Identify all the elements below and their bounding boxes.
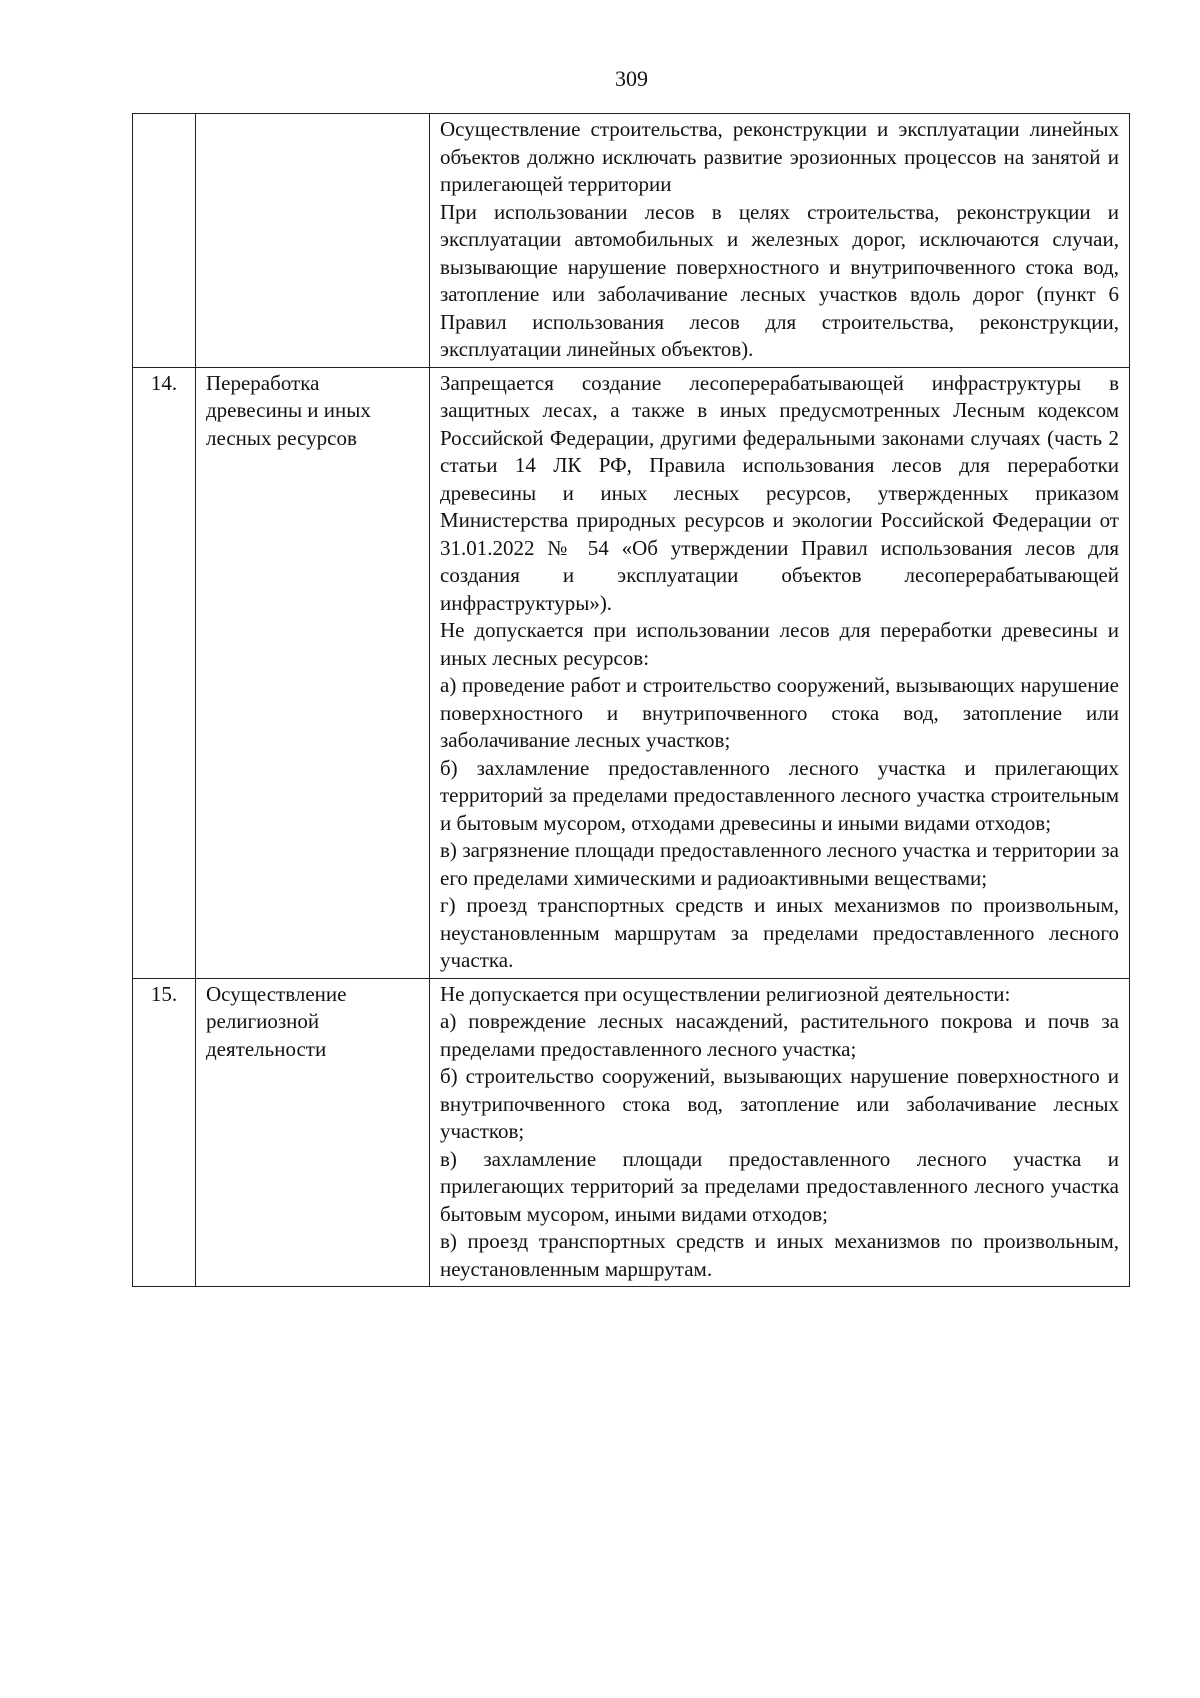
paragraph: При использовании лесов в целях строительства, реконструкции и эксплуатации автомобильных и железных дорог, исключаются случаи, вызывающие нарушение поверхностного и внутрипочвенного стока вод, затопление или заболачивание лесных участков вдоль дорог (пункт 6 Правил использования лесов для строительства, реконструкции, эксплуатации линейных объектов). [440,199,1119,361]
paragraph: а) проведение работ и строительство сооружений, вызывающих нарушение поверхностного и внутрипочвенного стока вод, затопление или заболачивание лесных участков; [440,673,1119,752]
page-number: 309 [615,66,648,91]
paragraph: Не допускается при осуществлении религиозной деятельности: [440,981,1011,1006]
requirements-cell [430,978,1130,1287]
row-number: 15. [133,978,196,1287]
activity-name: Переработка древесины и иных лесных ресурсов [196,367,430,978]
paragraph: г) проезд транспортных средств и иных механизмов по произвольным, неустановленным маршрутам за пределами предоставленного лесного участка. [440,893,1119,972]
paragraph: б) строительство сооружений, вызывающих нарушение поверхностного и внутрипочвенного стока вод, затопление или заболачивание лесных участков; [440,1064,1119,1143]
paragraph: Запрещается создание лесоперерабатывающей инфраструктуры в защитных лесах, а также в иных предусмотренных Лесным кодексом Российской Федерации, другими федеральными законами случаях (часть 2 статьи 14 ЛК РФ, Правила использования лесов для переработки древесины и иных лесных ресурсов, утвержденных приказом Министерства природных ресурсов и экологии Российской Федерации от 31.01.2022 № 54 «Об утверждении Правил использования лесов для создания и эксплуатации объектов лесоперерабатывающей инфраструктуры»). [440,370,1119,615]
paragraph: в) загрязнение площади предоставленного лесного участка и территории за его пределами химическими и радиоактивными веществами; [440,838,1119,890]
paragraph: Осуществление строительства, реконструкции и эксплуатации линейных объектов должно исключать развитие эрозионных процессов на занятой и прилегающей территории [440,117,1119,196]
activity-name [196,114,430,368]
paragraph: в) проезд транспортных средств и иных механизмов по произвольным, неустановленным маршрутам. [440,1229,1119,1281]
paragraph: а) повреждение лесных насаждений, растительного покрова и почв за пределами предоставленного лесного участка; [440,1009,1119,1061]
paragraph: в) захламление площади предоставленного лесного участка и прилегающих территорий за пределами предоставленного лесного участка бытовым мусором, иными видами отходов; [440,1146,1119,1226]
regulations-table [132,113,1130,1287]
requirements-cell [430,367,1130,978]
activity-name: Осуществление религиозной деятельности [196,978,430,1287]
row-number [133,114,196,368]
table-row [133,367,1130,978]
table-row [133,114,1130,368]
paragraph: Не допускается при использовании лесов для переработки древесины и иных лесных ресурсов: [440,618,1119,670]
paragraph: б) захламление предоставленного лесного участка и прилегающих территорий за пределами предоставленного лесного участка строительным и бытовым мусором, отходами древесины и иными видами отходов; [440,755,1119,835]
table-row [133,978,1130,1287]
row-number: 14. [133,367,196,978]
requirements-cell [430,114,1130,368]
